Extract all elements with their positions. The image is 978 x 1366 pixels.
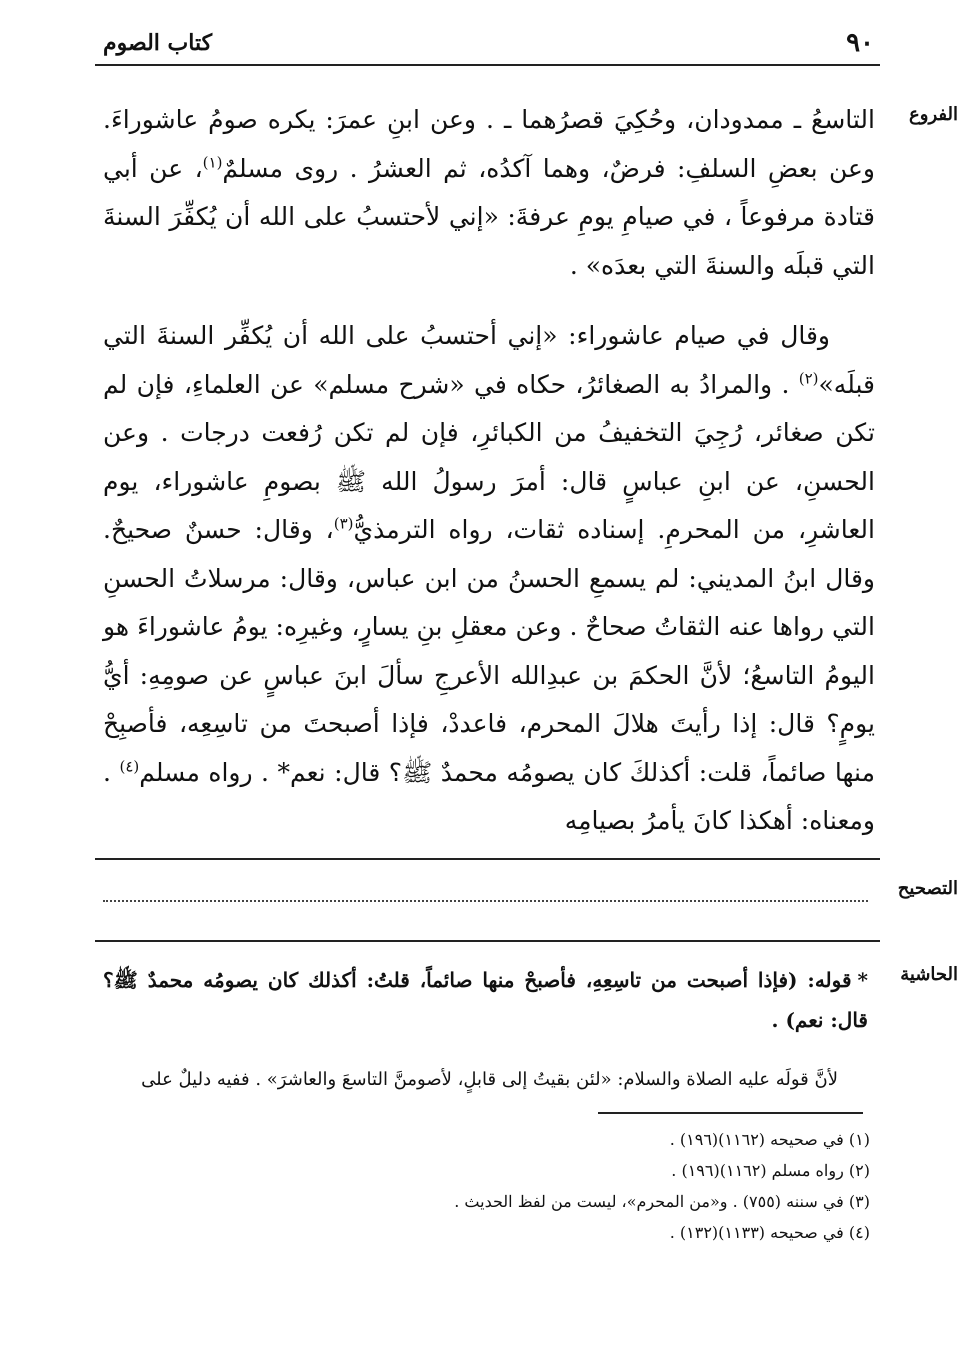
main-paragraph-2: [103, 312, 875, 846]
page-header: [95, 28, 880, 60]
footnote-rule: [598, 1112, 863, 1114]
footnotes: [300, 1124, 870, 1248]
footnote-1: (١) في صحيحه (١١٦٢)(١٩٦) .: [669, 1130, 870, 1149]
main-paragraph-1: [103, 96, 875, 290]
margin-label-furu: الفروع: [909, 104, 958, 125]
hashiya-star: *: [857, 968, 868, 992]
hashiya-commentary: لأنَّ قولَه عليه الصلاة والسلام: «لئن بقيتُ إلى قابلٍ، لأصومنَّ التاسعَ والعاشرَ» . ففيه دليلٌ على: [141, 1069, 838, 1090]
margin-label-tashih: التصحيح: [897, 878, 958, 899]
main-text: [103, 96, 875, 846]
footnote-ref-1: (١): [202, 153, 223, 172]
main-paragraph-1-text: التاسعُ ـ ممدودان، وحُكِيَ قصرُهما ـ . وعن ابنِ عمرَ: يكره صومُ عاشوراءَ. وعن بعضِ السلفِ: فرضٌ، وهما آكدُه، ثم العشرُ . روى مسلمٌ: [103, 105, 875, 183]
section-rule-top: [95, 858, 880, 860]
tashih-dotted-line: [103, 880, 868, 902]
footnote-ref-4: (٤): [119, 757, 140, 776]
footnote-2: (٢) رواه مسلم (١١٦٢)(١٩٦) .: [671, 1161, 870, 1180]
running-title: كتاب الصوم: [103, 30, 213, 56]
main-paragraph-2-cont3: . ومعناه: أهكذا كانَ يأمرُ بصيامِه: [103, 757, 875, 835]
margin-label-hashiya: الحاشية: [900, 964, 958, 985]
footnote-ref-3: (٣): [333, 514, 354, 533]
footnote-3: (٣) في سننه (٧٥٥) . و«من المحرم»، ليست من لفظ الحديث .: [454, 1192, 870, 1211]
footnote-4: (٤) في صحيحه (١١٣٣)(١٣٢) .: [669, 1223, 870, 1242]
header-rule: [95, 64, 880, 66]
section-rule-bottom: [95, 940, 880, 942]
footnote-ref-2: (٢): [798, 369, 819, 388]
main-paragraph-1-cont: ، عن أبي قتادة مرفوعاً ، في صيامِ يومِ عرفةَ: «إني لأحتسبُ على الله أن يُكفِّرَ السنةَ التي قبلَه والسنةَ التي بعدَه» .: [103, 153, 875, 280]
page-number: ٩٠: [846, 28, 874, 58]
main-paragraph-2-cont2: ، وقال: حسنٌ صحيحٌ. وقال ابنُ المديني: لم يسمعِ الحسنُ من ابن عباس، وقال: مرسلاتُ الحسنِ التي رواها عنه الثقاتُ صحاحٌ . وعن معقلِ بنِ يسارٍ، وغيرِه: يومُ عاشوراءَ هو اليومُ التاسعُ؛ لأنَّ الحكمَ بن عبدِالله الأعرجِ سألَ ابنَ عباسٍ عن صومِهِ: أيُّ يومٍ؟ قال: إذا رأيتَ هلالَ المحرم، فاعددْ، فإذا أصبحتَ من تاسِعِه، فأصبِحْ منها صائماً، قلت: أكذلكَ كان يصومُه محمدٌ ﷺ؟ قال: نعم* . رواه مسلم: [103, 515, 875, 787]
hashiya-quote: [103, 960, 868, 1040]
hashiya-quote-text: قوله: (فإذا أصبحت من تاسِعِهِ، فأصبحْ منها صائماً، قلتُ: أكذلك كان يصومُه محمدٌ ﷺ؟ قال: نعم) .: [103, 968, 868, 1032]
main-paragraph-2-text: وقال في صيام عاشوراء: «إني أحتسبُ على الله أن يُكفِّر السنةَ التي قبلَه»: [103, 321, 875, 399]
main-paragraph-2-cont: . والمرادُ به الصغائرُ، حكاه في «شرح مسلم» عن العلماءِ، فإن لم تكن صغائر، رُجِيَ التخفيفُ من الكبائرِ، فإن لم تكن رُفعت درجات . وعن الحسنِ، عن ابنِ عباسٍ قال: أمرَ رسولُ الله ﷺ بصومِ عاشوراء، يوم العاشرِ، من المحرمِ. إسناده ثقات، رواه الترمذيُّ: [103, 369, 875, 544]
